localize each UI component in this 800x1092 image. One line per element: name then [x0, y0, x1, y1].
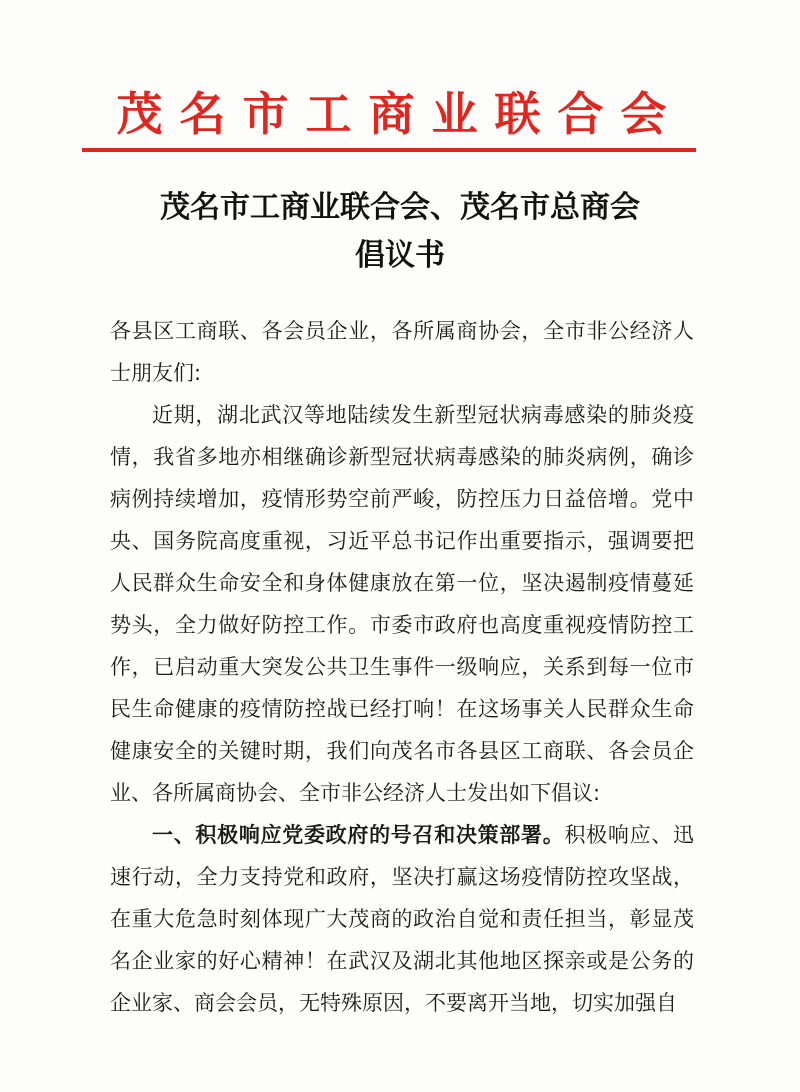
title-line-1: 茂名市工商业联合会、茂名市总商会 — [160, 190, 640, 225]
point-1-heading: 一、积极响应党委政府的号召和决策部署。 — [152, 823, 565, 847]
title-line-2: 倡议书 — [355, 238, 445, 273]
paragraph-point-1 — [110, 814, 694, 1024]
point-1-body: 积极响应、迅速行动，全力支持党和政府，坚决打赢这场疫情防控攻坚战，在重大危急时刻体现广大茂商的政治自觉和责任担当，彰显茂名企业家的好心精神！在武汉及湖北其他地区探亲或是公务的企业家、商会会员，无特殊原因，不要离开当地，切实加强自 — [110, 823, 695, 1015]
document-body — [110, 310, 694, 1024]
letterhead-org-name: 茂名市工商业联合会 — [116, 87, 684, 141]
paragraph-intro: 近期，湖北武汉等地陆续发生新型冠状病毒感染的肺炎疫情，我省多地亦相继确诊新型冠状病毒感染的肺炎病例，确诊病例持续增加，疫情形势空前严峻，防控压力日益倍增。党中央、国务院高度重视，习近平总书记作出重要指示，强调要把人民群众生命安全和身体健康放在第一位，坚决遏制疫情蔓延势头，全力做好防控工作。市委市政府也高度重视疫情防控工作，已启动重大突发公共卫生事件一级响应，关系到每一位市民生命健康的疫情防控战已经打响！在这场事关人民群众生命健康安全的关键时期，我们向茂名市各县区工商联、各会员企业、各所属商协会、全市非公经济人士发出如下倡议: — [110, 403, 694, 805]
letterhead-red-rule — [82, 148, 696, 152]
document-title — [0, 184, 800, 280]
salutation: 各县区工商联、各会员企业，各所属商协会，全市非公经济人士朋友们: — [110, 319, 694, 385]
